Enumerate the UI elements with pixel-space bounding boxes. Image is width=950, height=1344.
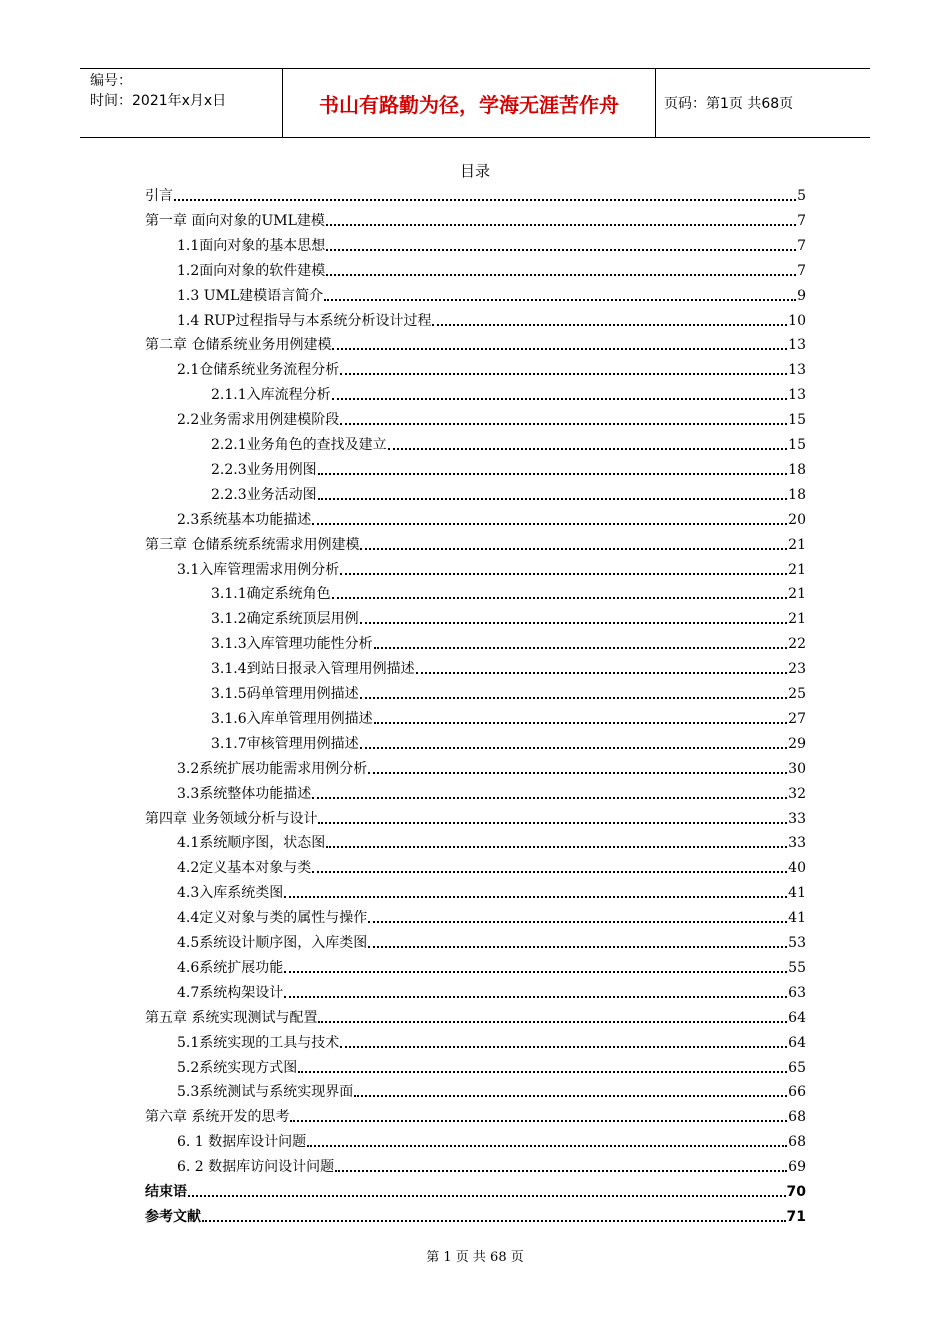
toc-entry[interactable] (211, 657, 806, 679)
toc-entry[interactable] (177, 906, 806, 928)
toc-leader-dots (318, 822, 787, 824)
toc-leader-dots (368, 772, 787, 774)
toc-entry-page: 23 (788, 661, 806, 678)
toc-entry[interactable] (145, 184, 806, 206)
toc-leader-dots (368, 946, 787, 948)
toc-entry-page: 65 (788, 1059, 806, 1076)
toc-entry-title: 3.1.3入库管理功能性分析 (211, 636, 373, 653)
toc-entry-title: 4.1系统顺序图，状态图 (177, 835, 326, 852)
toc-entry-page: 32 (788, 785, 806, 802)
toc-entry[interactable] (177, 259, 806, 281)
toc-leader-dots (374, 647, 788, 649)
toc-leader-dots (284, 996, 787, 998)
toc-entry-title: 1.1面向对象的基本思想 (177, 237, 326, 254)
toc-leader-dots (432, 324, 787, 326)
toc-leader-dots (324, 299, 796, 301)
toc-entry[interactable] (177, 1130, 806, 1152)
toc-leader-dots (332, 398, 788, 400)
toc-leader-dots (188, 1195, 786, 1197)
toc-leader-dots (318, 498, 788, 500)
toc-entry-title: 3.1入库管理需求用例分析 (177, 561, 340, 578)
toc-entry-title: 第六章 系统开发的思考 (145, 1109, 290, 1126)
toc-entry-page: 7 (797, 237, 806, 254)
toc-entry-title: 第四章 业务领域分析与设计 (145, 810, 318, 827)
toc-entry[interactable] (145, 1205, 806, 1227)
toc-entry-page: 15 (788, 412, 806, 429)
toc-entry-title: 3.1.7审核管理用例描述 (211, 735, 359, 752)
toc-leader-dots (388, 448, 788, 450)
toc-entry-title: 3.1.4到站日报录入管理用例描述 (211, 661, 415, 678)
toc-entry[interactable] (145, 333, 806, 355)
toc-entry-title: 2.2.1业务角色的查找及建立 (211, 437, 387, 453)
toc-entry-title: 4.4定义对象与类的属性与操作 (177, 910, 368, 927)
toc-leader-dots (360, 548, 787, 550)
toc-entry-page: 15 (788, 437, 806, 453)
toc-entry[interactable] (211, 707, 806, 729)
toc-entry-title: 6. 2 数据库访问设计问题 (177, 1159, 335, 1176)
toc-leader-dots (298, 1071, 787, 1073)
toc-entry-page: 7 (797, 212, 806, 229)
toc-entry-page: 68 (788, 1134, 806, 1151)
toc-entry[interactable] (145, 209, 806, 231)
toc-entry-title: 4.7系统构架设计 (177, 984, 284, 1001)
toc-entry-page: 22 (788, 636, 806, 653)
toc-entry-page: 13 (788, 387, 806, 404)
toc-leader-dots (374, 722, 788, 724)
toc-leader-dots (290, 1120, 787, 1122)
toc-leader-dots (312, 797, 787, 799)
toc-entry[interactable] (145, 1180, 806, 1202)
toc-entry-title: 2.2.3业务活动图 (211, 486, 317, 503)
toc-entry-title: 5.1系统实现的工具与技术 (177, 1034, 340, 1051)
toc-entry-title: 4.3入库系统类图 (177, 885, 284, 902)
toc-entry-title: 3.1.2确定系统顶层用例 (211, 611, 359, 628)
toc-entry[interactable] (177, 1080, 806, 1102)
toc-entry-page: 18 (788, 486, 806, 503)
page-footer: 第 1 页 共 68 页 (426, 1250, 524, 1265)
toc-entry-page: 41 (788, 910, 806, 927)
toc-entry-page: 55 (788, 959, 806, 976)
toc-entry-page: 10 (788, 312, 806, 329)
toc-entry[interactable] (177, 408, 806, 430)
toc-entry[interactable] (177, 981, 806, 1003)
toc-entry[interactable] (211, 732, 806, 754)
header-page-info: 页码：第1页 共68页 (664, 96, 794, 112)
toc-leader-dots (326, 846, 787, 848)
toc-entry-title: 1.4 RUP过程指导与本系统分析设计过程 (177, 312, 432, 329)
toc-entry[interactable] (177, 831, 806, 853)
toc-entry-page: 18 (788, 461, 806, 478)
toc-entry[interactable] (211, 458, 806, 480)
date-line: 时间：2021年x月x日 (90, 93, 227, 109)
toc-entry[interactable] (177, 931, 806, 953)
toc-entry-title: 第二章 仓储系统业务用例建模 (145, 337, 332, 354)
toc-leader-dots (326, 224, 796, 226)
toc-entry[interactable] (211, 607, 806, 629)
toc-entry-page: 40 (788, 860, 806, 877)
toc-entry-title: 5.3系统测试与系统实现界面 (177, 1084, 354, 1101)
toc-leader-dots (335, 1170, 787, 1172)
toc-leader-dots (340, 573, 787, 575)
toc-entry[interactable] (211, 582, 806, 604)
toc-leader-dots (318, 473, 788, 475)
toc-entry-title: 第五章 系统实现测试与配置 (145, 1009, 318, 1026)
toc-leader-dots (174, 199, 796, 201)
toc-entry[interactable] (145, 1105, 806, 1127)
toc-entry[interactable] (145, 1006, 806, 1028)
toc-leader-dots (284, 896, 787, 898)
toc-entry-title: 1.2面向对象的软件建模 (177, 262, 326, 279)
toc-entry-title: 3.1.1确定系统角色 (211, 586, 331, 603)
toc-entry-title: 6. 1 数据库设计问题 (177, 1134, 307, 1151)
toc-entry[interactable] (177, 309, 806, 331)
header-meta (90, 71, 226, 111)
toc-entry-title: 第一章 面向对象的UML建模 (145, 212, 325, 229)
toc-entry-title: 5.2系统实现方式图 (177, 1059, 298, 1076)
toc-leader-dots (368, 921, 787, 923)
toc-entry-page: 71 (786, 1208, 806, 1225)
toc-entry-title: 4.2定义基本对象与类 (177, 860, 312, 877)
toc-entry-page: 21 (788, 586, 806, 603)
toc-leader-dots (312, 871, 787, 873)
toc-entry-page: 64 (788, 1034, 806, 1051)
toc-entry-page: 53 (788, 935, 806, 951)
toc-entry-page: 41 (788, 885, 806, 902)
toc-entry[interactable] (177, 284, 806, 306)
toc-entry-page: 29 (788, 735, 806, 752)
toc-entry-title: 3.2系统扩展功能需求用例分析 (177, 760, 368, 777)
toc-leader-dots (312, 523, 787, 525)
toc-entry[interactable] (211, 433, 806, 455)
toc-entry[interactable] (177, 956, 806, 978)
toc-leader-dots (340, 1046, 787, 1048)
toc-entry-title: 3.3系统整体功能描述 (177, 785, 312, 802)
toc-entry[interactable] (177, 234, 806, 256)
toc-entry-page: 13 (788, 362, 806, 379)
toc-leader-dots (318, 1021, 787, 1023)
toc-entry[interactable] (177, 558, 806, 580)
toc-leader-dots (332, 597, 788, 599)
toc-entry[interactable] (177, 856, 806, 878)
page-header (80, 68, 870, 138)
toc-leader-dots (360, 697, 788, 699)
toc-leader-dots (307, 1145, 787, 1147)
toc-entry-title: 4.5系统设计顺序图，入库类图 (177, 935, 368, 951)
toc-entry-title: 3.1.5码单管理用例描述 (211, 686, 359, 702)
header-divider (655, 69, 656, 137)
toc-entry-page: 33 (788, 835, 806, 852)
toc-entry-page: 30 (788, 760, 806, 777)
toc-leader-dots (360, 622, 788, 624)
toc-entry[interactable] (211, 682, 806, 704)
toc-entry-title: 2.2.3业务用例图 (211, 461, 317, 478)
toc-entry[interactable] (177, 782, 806, 804)
toc-entry[interactable] (177, 1155, 806, 1177)
toc-entry-page: 13 (788, 337, 806, 354)
toc-entry-title: 2.2业务需求用例建模阶段 (177, 412, 340, 429)
toc-entry-page: 20 (788, 511, 806, 528)
toc-leader-dots (326, 274, 796, 276)
toc-entry-title: 结束语 (145, 1184, 187, 1200)
toc-entry-title: 4.6系统扩展功能 (177, 959, 284, 976)
toc-leader-dots (326, 249, 796, 251)
toc-entry-page: 64 (788, 1009, 806, 1026)
toc-entry-page: 21 (788, 611, 806, 628)
toc-entry[interactable] (177, 881, 806, 903)
toc-entry-page: 69 (788, 1159, 806, 1176)
toc-leader-dots (354, 1095, 787, 1097)
toc-entry-page: 33 (788, 810, 806, 827)
toc-entry-title: 第三章 仓储系统系统需求用例建模 (145, 536, 360, 553)
toc-entry-page: 63 (788, 984, 806, 1001)
toc-entry-page: 66 (788, 1084, 806, 1101)
serial-number-label: 编号： (90, 73, 132, 89)
toc-entry-page: 68 (788, 1109, 806, 1126)
toc-entry-page: 21 (788, 561, 806, 578)
toc-leader-dots (416, 672, 788, 674)
toc-entry-title: 2.1仓储系统业务流程分析 (177, 362, 340, 379)
toc-entry-page: 5 (797, 188, 806, 204)
toc-entry[interactable] (145, 807, 806, 829)
toc-entry[interactable] (177, 508, 806, 530)
toc-entry[interactable] (211, 632, 806, 654)
toc-entry-title: 2.3系统基本功能描述 (177, 511, 312, 528)
toc-entry[interactable] (177, 358, 806, 380)
toc-entry-page: 25 (788, 686, 806, 702)
toc-entry-page: 27 (788, 710, 806, 727)
toc-entry-page: 9 (797, 287, 806, 304)
toc-leader-dots (284, 971, 787, 973)
toc-entry-title: 参考文献 (145, 1208, 201, 1225)
toc-entry[interactable] (177, 757, 806, 779)
toc-leader-dots (340, 373, 787, 375)
toc-title: 目录 (459, 162, 490, 180)
toc-entry-title: 引言 (145, 188, 173, 204)
toc-entry-title: 1.3 UML建模语言简介 (177, 287, 324, 304)
toc-entry[interactable] (211, 383, 806, 405)
header-motto: 书山有路勤为径，学海无涯苦作舟 (319, 92, 619, 117)
toc-entry[interactable] (211, 483, 806, 505)
toc-leader-dots (332, 348, 787, 350)
toc-entry[interactable] (177, 1056, 806, 1078)
toc-leader-dots (340, 423, 787, 425)
toc-entry-page: 7 (797, 262, 806, 279)
toc-leader-dots (202, 1220, 786, 1222)
toc-entry[interactable] (145, 533, 806, 555)
toc-leader-dots (360, 747, 788, 749)
toc-entry-title: 3.1.6入库单管理用例描述 (211, 710, 373, 727)
toc-entry-title: 2.1.1入库流程分析 (211, 387, 331, 404)
toc-entry-page: 70 (786, 1184, 806, 1200)
toc-entry[interactable] (177, 1031, 806, 1053)
toc-entry-page: 21 (788, 536, 806, 553)
